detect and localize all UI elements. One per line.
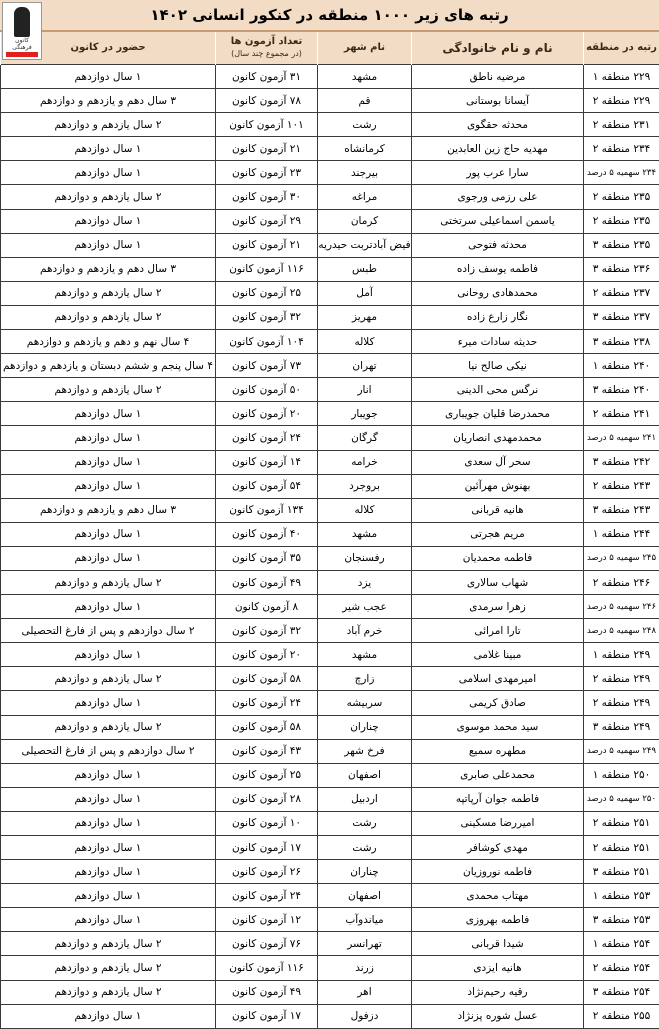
exams-cell: ۱۱۶ آزمون کانون [216,257,318,281]
table-row [1,137,659,161]
rank-cell: ۲۴۸ سهمیه ۵ درصد [584,619,659,643]
header-exams-label: تعداد آزمون ها [231,36,303,47]
exams-cell: ۱۴ آزمون کانون [216,450,318,474]
presence-cell: ۲ سال دوازدهم و پس از فارغ التحصیلی [1,619,216,643]
presence-cell: ۲ سال یازدهم و دوازدهم [1,980,216,1004]
name-cell: فاطمه جوان آرپاتپه [412,787,584,811]
city-cell: چناران [318,715,412,739]
city-cell: فرخ شهر [318,739,412,763]
name-cell: مطهره سمیع [412,739,584,763]
rank-cell: ۲۲۹ منطقه ۲ [584,89,659,113]
city-cell: رشت [318,113,412,137]
city-cell: طبس [318,257,412,281]
presence-cell: ۱ سال دوازدهم [1,161,216,185]
rank-cell: ۲۴۰ منطقه ۳ [584,378,659,402]
rank-cell: ۲۵۴ منطقه ۱ [584,932,659,956]
exams-cell: ۵۸ آزمون کانون [216,667,318,691]
presence-cell: ۲ سال یازدهم و دوازدهم [1,715,216,739]
city-cell: اردبیل [318,787,412,811]
rank-cell: ۲۳۷ منطقه ۳ [584,305,659,329]
exams-cell: ۷۸ آزمون کانون [216,89,318,113]
city-cell: رشت [318,811,412,835]
exams-cell: ۲۶ آزمون کانون [216,860,318,884]
city-cell: دزفول [318,1004,412,1028]
city-cell: اصفهان [318,884,412,908]
table-row [1,1004,659,1028]
table-row [1,595,659,619]
presence-cell: ۱ سال دوازدهم [1,402,216,426]
name-cell: نگار زارع زاده [412,305,584,329]
name-cell: تارا امرائی [412,619,584,643]
presence-cell: ۱ سال دوازدهم [1,1004,216,1028]
title-text: رتبه های زیر ۱۰۰۰ منطقه در کنکور انسانی ۱۴۰۲ [150,6,508,24]
table-row [1,787,659,811]
table-row [1,739,659,763]
city-cell: کلاله [318,498,412,522]
table-row [1,932,659,956]
table-row [1,884,659,908]
header-name: نام و نام خانوادگی [412,32,584,65]
table-row [1,89,659,113]
presence-cell: ۱ سال دوازدهم [1,137,216,161]
city-cell: تهرانسر [318,932,412,956]
presence-cell: ۲ سال یازدهم و دوازدهم [1,956,216,980]
table-row [1,811,659,835]
presence-cell: ۲ سال یازدهم و دوازدهم [1,305,216,329]
presence-cell: ۲ سال یازدهم و دوازدهم [1,932,216,956]
header-exams [216,32,318,65]
exams-cell: ۴۹ آزمون کانون [216,570,318,594]
city-cell: میاندوآب [318,908,412,932]
rank-cell: ۲۴۱ منطقه ۲ [584,402,659,426]
rank-cell: ۲۴۹ منطقه ۲ [584,691,659,715]
city-cell: چناران [318,860,412,884]
rank-cell: ۲۵۱ منطقه ۲ [584,811,659,835]
presence-cell: ۱ سال دوازدهم [1,643,216,667]
name-cell: مهدی کوشافر [412,836,584,860]
city-cell: مشهد [318,643,412,667]
city-cell: مشهد [318,65,412,89]
exams-cell: ۲۵ آزمون کانون [216,281,318,305]
city-cell: آمل [318,281,412,305]
table-row [1,402,659,426]
table-row [1,643,659,667]
rank-cell: ۲۴۲ منطقه ۳ [584,450,659,474]
exams-cell: ۱۰ آزمون کانون [216,811,318,835]
rank-cell: ۲۳۵ منطقه ۳ [584,233,659,257]
table-row [1,450,659,474]
presence-cell: ۴ سال پنجم و ششم دبستان و یازدهم و دوازدهم [1,354,216,378]
exams-cell: ۳۲ آزمون کانون [216,619,318,643]
rank-cell: ۲۴۳ منطقه ۲ [584,474,659,498]
logo-text-2: فرهنگی [12,44,31,51]
rank-cell: ۲۵۴ منطقه ۲ [584,956,659,980]
table-row [1,65,659,89]
exams-cell: ۲۴ آزمون کانون [216,426,318,450]
table-row [1,305,659,329]
presence-cell: ۱ سال دوازدهم [1,884,216,908]
table-row [1,354,659,378]
rank-cell: ۲۳۵ منطقه ۲ [584,185,659,209]
city-cell: اهر [318,980,412,1004]
city-cell: خرم آباد [318,619,412,643]
rank-cell: ۲۲۹ منطقه ۱ [584,65,659,89]
presence-cell: ۱ سال دوازدهم [1,474,216,498]
name-cell: فاطمه بهروزی [412,908,584,932]
presence-cell: ۲ سال دوازدهم و پس از فارغ التحصیلی [1,739,216,763]
name-cell: امیرمهدی اسلامی [412,667,584,691]
exams-cell: ۲۰ آزمون کانون [216,643,318,667]
name-cell: امیررضا مسکینی [412,811,584,835]
exams-cell: ۱۰۴ آزمون کانون [216,330,318,354]
presence-cell: ۱ سال دوازدهم [1,65,216,89]
table-row [1,980,659,1004]
name-cell: مرضیه ناطق [412,65,584,89]
exams-cell: ۱۷ آزمون کانون [216,1004,318,1028]
rank-cell: ۲۴۱ سهمیه ۵ درصد [584,426,659,450]
presence-cell: ۲ سال یازدهم و دوازدهم [1,570,216,594]
rank-cell: ۲۵۱ منطقه ۳ [584,860,659,884]
rank-cell: ۲۴۹ منطقه ۲ [584,667,659,691]
presence-cell: ۱ سال دوازدهم [1,209,216,233]
table-row [1,474,659,498]
exams-cell: ۲۴ آزمون کانون [216,691,318,715]
rank-cell: ۲۳۵ منطقه ۲ [584,209,659,233]
rank-cell: ۲۴۹ سهمیه ۵ درصد [584,739,659,763]
table-row [1,956,659,980]
city-cell: تهران [318,354,412,378]
rank-cell: ۲۵۰ منطقه ۱ [584,763,659,787]
presence-cell: ۳ سال دهم و یازدهم و دوازدهم [1,257,216,281]
table-row [1,691,659,715]
table-row [1,378,659,402]
rank-cell: ۲۳۶ منطقه ۳ [584,257,659,281]
presence-cell: ۱ سال دوازدهم [1,691,216,715]
city-cell: انار [318,378,412,402]
presence-cell: ۲ سال یازدهم و دوازدهم [1,667,216,691]
name-cell: علی رزمی ورجوی [412,185,584,209]
name-cell: فاطمه یوسف زاده [412,257,584,281]
exams-cell: ۵۸ آزمون کانون [216,715,318,739]
table-row [1,185,659,209]
exams-cell: ۳۰ آزمون کانون [216,185,318,209]
header-city: نام شهر [318,32,412,65]
rank-cell: ۲۴۶ سهمیه ۵ درصد [584,595,659,619]
rank-cell: ۲۵۳ منطقه ۳ [584,908,659,932]
presence-cell: ۲ سال یازدهم و دوازدهم [1,113,216,137]
name-cell: سید محمد موسوی [412,715,584,739]
exams-cell: ۲۱ آزمون کانون [216,137,318,161]
rank-cell: ۲۵۵ منطقه ۲ [584,1004,659,1028]
city-cell: عجب شیر [318,595,412,619]
exams-cell: ۲۹ آزمون کانون [216,209,318,233]
header-presence: حضور در کانون [1,32,216,65]
city-cell: کلاله [318,330,412,354]
name-cell: هانیه ایزدی [412,956,584,980]
table-row [1,908,659,932]
name-cell: سارا عرب پور [412,161,584,185]
table-row [1,522,659,546]
presence-cell: ۱ سال دوازدهم [1,233,216,257]
presence-cell: ۲ سال یازدهم و دوازدهم [1,281,216,305]
header-rank: رتبه در منطقه [584,32,659,65]
city-cell: کرمانشاه [318,137,412,161]
name-cell: یاسمن اسماعیلی سرتختی [412,209,584,233]
table-row [1,715,659,739]
table-row [1,570,659,594]
exams-cell: ۱۰۱ آزمون کانون [216,113,318,137]
name-cell: محمدعلی صابری [412,763,584,787]
page-title [0,0,659,32]
header-exams-sub: (در مجموع چند سال) [216,48,317,60]
presence-cell: ۱ سال دوازدهم [1,811,216,835]
table-header [1,32,659,65]
exams-cell: ۷۳ آزمون کانون [216,354,318,378]
presence-cell: ۴ سال نهم و دهم و یازدهم و دوازدهم [1,330,216,354]
rank-cell: ۲۴۴ منطقه ۱ [584,522,659,546]
name-cell: محدثه فتوحی [412,233,584,257]
name-cell: شیدا قربانی [412,932,584,956]
rank-cell: ۲۳۱ منطقه ۲ [584,113,659,137]
ranking-table [0,32,659,1029]
rank-cell: ۲۴۵ سهمیه ۵ درصد [584,546,659,570]
presence-cell: ۱ سال دوازدهم [1,450,216,474]
table-row [1,426,659,450]
rank-cell: ۲۴۶ منطقه ۲ [584,570,659,594]
rank-cell: ۲۵۳ منطقه ۱ [584,884,659,908]
rank-cell: ۲۳۴ سهمیه ۵ درصد [584,161,659,185]
exams-cell: ۱۱۶ آزمون کانون [216,956,318,980]
exams-cell: ۱۲ آزمون کانون [216,908,318,932]
city-cell: جویبار [318,402,412,426]
exams-cell: ۱۳۴ آزمون کانون [216,498,318,522]
presence-cell: ۲ سال یازدهم و دوازدهم [1,185,216,209]
rank-cell: ۲۵۱ منطقه ۲ [584,836,659,860]
table-row [1,619,659,643]
exams-cell: ۲۸ آزمون کانون [216,787,318,811]
presence-cell: ۱ سال دوازدهم [1,860,216,884]
exams-cell: ۴۹ آزمون کانون [216,980,318,1004]
name-cell: نرگس محی الدینی [412,378,584,402]
table-row [1,836,659,860]
city-cell: زرند [318,956,412,980]
city-cell: گرگان [318,426,412,450]
exams-cell: ۲۳ آزمون کانون [216,161,318,185]
name-cell: مهدیه حاج زین العابدین [412,137,584,161]
exams-cell: ۳۱ آزمون کانون [216,65,318,89]
city-cell: رشت [318,836,412,860]
exams-cell: ۲۱ آزمون کانون [216,233,318,257]
name-cell: فاطمه محمدیان [412,546,584,570]
city-cell: کرمان [318,209,412,233]
name-cell: فاطمه نوروزیان [412,860,584,884]
presence-cell: ۱ سال دوازدهم [1,595,216,619]
name-cell: محمدهادی روحانی [412,281,584,305]
name-cell: حدیثه سادات میرء [412,330,584,354]
name-cell: بهنوش مهرآئین [412,474,584,498]
name-cell: محمدمهدی انصاریان [412,426,584,450]
city-cell: اصفهان [318,763,412,787]
rank-cell: ۲۵۰ سهمیه ۵ درصد [584,787,659,811]
table-row [1,860,659,884]
presence-cell: ۱ سال دوازدهم [1,836,216,860]
logo-text-1: کانون [15,37,29,44]
city-cell: سربیشه [318,691,412,715]
name-cell: رقیه رحیم‌نژاد [412,980,584,1004]
table-row [1,498,659,522]
table-row [1,667,659,691]
presence-cell: ۳ سال دهم و یازدهم و دوازدهم [1,498,216,522]
rank-cell: ۲۳۷ منطقه ۲ [584,281,659,305]
name-cell: عسل شوره پزنژاد [412,1004,584,1028]
table-body [1,65,659,1029]
presence-cell: ۱ سال دوازدهم [1,787,216,811]
presence-cell: ۱ سال دوازدهم [1,908,216,932]
city-cell: مهریز [318,305,412,329]
city-cell: مشهد [318,522,412,546]
city-cell: مراغه [318,185,412,209]
exams-cell: ۳۲ آزمون کانون [216,305,318,329]
table-row [1,209,659,233]
city-cell: رفسنجان [318,546,412,570]
rank-cell: ۲۴۰ منطقه ۱ [584,354,659,378]
logo-red-bar [6,52,38,57]
exams-cell: ۷۶ آزمون کانون [216,932,318,956]
rank-cell: ۲۳۴ منطقه ۲ [584,137,659,161]
graduate-figure-icon [14,7,30,37]
rank-cell: ۲۵۴ منطقه ۳ [584,980,659,1004]
rank-cell: ۲۴۹ منطقه ۱ [584,643,659,667]
exams-cell: ۲۴ آزمون کانون [216,884,318,908]
table-row [1,257,659,281]
name-cell: زهرا سرمدی [412,595,584,619]
table-row [1,281,659,305]
table-row [1,763,659,787]
name-cell: صادق کریمی [412,691,584,715]
city-cell: یزد [318,570,412,594]
table-row [1,233,659,257]
rank-cell: ۲۴۳ منطقه ۳ [584,498,659,522]
city-cell: بروجرد [318,474,412,498]
city-cell: فیض آبادتربت حیدریه [318,233,412,257]
rank-cell: ۲۴۹ منطقه ۳ [584,715,659,739]
table-row [1,330,659,354]
name-cell: مریم هجرتی [412,522,584,546]
name-cell: نیکی صالح نیا [412,354,584,378]
exams-cell: ۲۰ آزمون کانون [216,402,318,426]
city-cell: قم [318,89,412,113]
exams-cell: ۴۳ آزمون کانون [216,739,318,763]
city-cell: خرامه [318,450,412,474]
presence-cell: ۱ سال دوازدهم [1,546,216,570]
table-row [1,161,659,185]
name-cell: شهاب سالاری [412,570,584,594]
exams-cell: ۵۴ آزمون کانون [216,474,318,498]
exams-cell: ۸ آزمون کانون [216,595,318,619]
name-cell: هانیه قربانی [412,498,584,522]
name-cell: آیسانا بوستانی [412,89,584,113]
presence-cell: ۱ سال دوازدهم [1,426,216,450]
presence-cell: ۳ سال دهم و یازدهم و دوازدهم [1,89,216,113]
exams-cell: ۴۰ آزمون کانون [216,522,318,546]
city-cell: بیرجند [318,161,412,185]
exams-cell: ۳۵ آزمون کانون [216,546,318,570]
name-cell: محدثه حقگوی [412,113,584,137]
name-cell: مبینا غلامی [412,643,584,667]
exams-cell: ۲۵ آزمون کانون [216,763,318,787]
name-cell: مهتاب محمدی [412,884,584,908]
presence-cell: ۱ سال دوازدهم [1,522,216,546]
kanoon-logo [2,2,42,60]
exams-cell: ۵۰ آزمون کانون [216,378,318,402]
table-row [1,546,659,570]
name-cell: سحر آل سعدی [412,450,584,474]
city-cell: زارچ [318,667,412,691]
rank-cell: ۲۳۸ منطقه ۳ [584,330,659,354]
presence-cell: ۲ سال یازدهم و دوازدهم [1,378,216,402]
table-row [1,113,659,137]
presence-cell: ۱ سال دوازدهم [1,763,216,787]
exams-cell: ۱۷ آزمون کانون [216,836,318,860]
name-cell: محمدرضا قلیان جویباری [412,402,584,426]
